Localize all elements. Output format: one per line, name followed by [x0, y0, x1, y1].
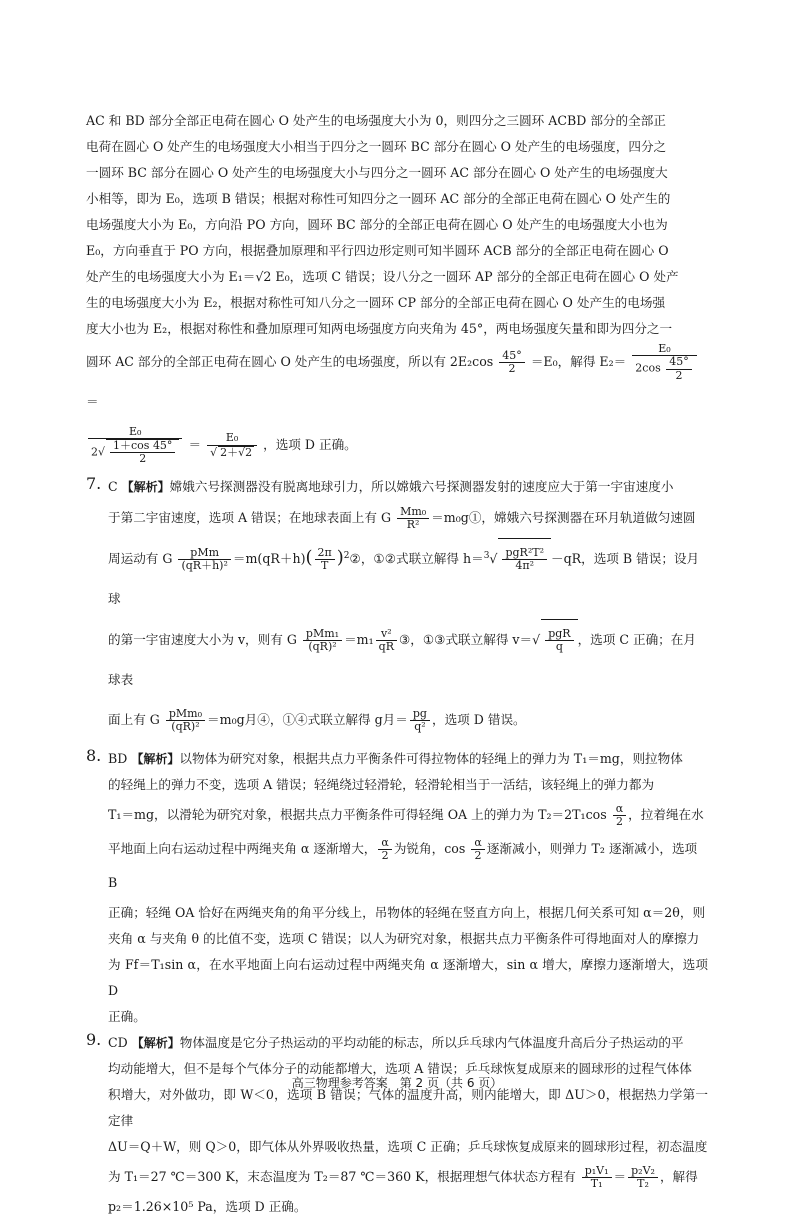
text-line: ΔU＝Q＋W，则 Q＞0，即气体从外界吸收热量，选项 C 正确；乒乓球恢复成原来的圆球形过程，初态温度 — [108, 1139, 708, 1155]
question-9 — [86, 1030, 708, 1220]
fraction: $\frac{\text{E₀}}{√ 2+√2}$ — [207, 432, 257, 458]
text-line: 小相等，即为 E₀，选项 B 错误；根据对称性可知四分之一圆环 AC 部分的全部正电荷在圆心 O 处产生的 — [86, 191, 671, 206]
text-segment: ＝ — [188, 437, 202, 452]
q6-continuation — [86, 108, 708, 468]
fraction: $\frac{2\pi}{T}$ — [315, 547, 335, 572]
fraction: $\frac{\text{pgR²T²}}{\text{4π²}}$ — [502, 547, 547, 572]
equation-line: T₁＝mg，以滑轮为研究对象，根据共点力平衡条件可得轻绳 OA 上的弹力为 T₂＝2T₁cos $\frac{\alpha}{2}$ ，拉着绳在水 — [108, 802, 704, 829]
text-segment: ＝E₀，解得 E₂＝ — [530, 354, 627, 369]
text-line: CD 【解析】物体温度是它分子热运动的平均动能的标志，所以乒乓球内气体温度升高后分子热运动的平 — [108, 1035, 684, 1051]
equation-line: 面上有 G $\frac{\text{pMm₀}}{\text{(qR)²}}$ ＝m₀g月④，①④式联立解得 g月＝ $\frac{pg}{\text{q²}}$ ，选项 D 错误。 — [108, 707, 526, 734]
text-line: 度大小也为 E₂，根据对称性和叠加原理可知两电场强度方向夹角为 45°，两电场强度矢量和即为四分之一 — [86, 321, 673, 336]
equation-line — [86, 342, 708, 422]
text-line: 的轻绳上的弹力不变，选项 A 错误；轻绳绕过轻滑轮，轻滑轮相当于一活结，该轻绳上的弹力都为 — [108, 777, 655, 793]
text-line: 为 Ff＝T₁sin α，在水平地面上向右运动过程中两绳夹角 α 逐渐增大，sin α 增大，摩擦力逐渐增大，选项 D — [108, 957, 708, 999]
equation-line: 周运动有 G $\frac{\text{pMm}}{\text{(qR＋h)²}}$ ＝m(qR＋h)( $\frac{2\pi}{T}$ )$^2$②，①②式联立解得 h＝$^3$√ $\frac{\text{pgR²T²}}{\text{4π²}}$ －qR，选项 B 错误；设月球 — [108, 536, 708, 619]
fraction: $\frac{\alpha}{2}$ — [378, 837, 391, 862]
analysis-tag: 【解析】 — [131, 752, 180, 767]
equation-line — [86, 422, 708, 468]
answer-page — [86, 108, 708, 1220]
text-line: 积增大，对外做功，即 W＜0，选项 B 错误；气体的温度升高，则内能增大，即 ΔU＞0，根据热力学第一定律 — [108, 1087, 708, 1129]
question-7 — [86, 474, 708, 740]
fraction: $\frac{\text{Mm₀}}{\text{R²}}$ — [397, 506, 429, 531]
answer-key: C — [108, 479, 118, 494]
fraction: $\frac{\text{p₁V₁}}{\text{T₁}}$ — [582, 1165, 612, 1190]
text-segment: 圆环 AC 部分的全部正电荷在圆心 O 处产生的电场强度，所以有 2E₂cos — [86, 354, 494, 369]
text-line: 夹角 α 与夹角 θ 的比值不变，选项 C 错误；以人为研究对象，根据共点力平衡条件可得地面对人的摩擦力 — [108, 931, 700, 947]
text-line: BD 【解析】以物体为研究对象，根据共点力平衡条件可得拉物体的轻绳上的弹力为 T₁＝mg，则拉物体 — [108, 751, 683, 767]
answer-key: CD — [108, 1035, 128, 1051]
text-line: p₂＝1.26×10⁵ Pa，选项 D 正确。 — [108, 1199, 307, 1215]
text-line: 电场强度大小为 E₀，方向沿 PO 方向，圆环 BC 部分的全部正电荷在圆心 O 处产生的电场强度大小也为 — [86, 217, 668, 232]
question-number: 9. — [86, 1030, 102, 1050]
question-number: 7. — [86, 474, 102, 493]
fraction: $\frac{\alpha}{2}$ — [471, 837, 484, 862]
equation-line: 平地面上向右运动过程中两绳夹角 α 逐渐增大， $\frac{\alpha}{2}$ 为锐角，cos $\frac{\alpha}{2}$ 逐渐减小，则弹力 T₂ 逐渐减小，选项 B — [108, 836, 698, 891]
equation-line: 为 T₁＝27 ℃＝300 K，末态温度为 T₂＝87 ℃＝360 K，根据理想气体状态方程有 $\frac{\text{p₁V₁}}{\text{T₁}}$ ＝ $\frac{\text{p₂V₂}}{\text{T₂}}$ ，解得 — [108, 1164, 698, 1191]
text-line: 均动能增大，但不是每个气体分子的动能都增大，选项 A 错误；乒乓球恢复成原来的圆球形的过程气体体 — [108, 1061, 692, 1077]
fraction: $\frac{\text{pMm}}{\text{(qR＋h)²}}$ — [178, 547, 230, 572]
text-line: 正确。 — [108, 1009, 146, 1025]
fraction: $\frac{\text{v²}}{qR}$ — [376, 628, 397, 653]
text-line: 电荷在圆心 O 处产生的电场强度大小相当于四分之一圆环 BC 部分在圆心 O 处产生的电场强度，四分之 — [86, 139, 667, 154]
analysis-tag: 【解析】 — [131, 1036, 180, 1051]
fraction: $\frac{45^\circ}{2}$ — [499, 350, 525, 375]
text-line: 一圆环 BC 部分在圆心 O 处产生的电场强度大小与四分之一圆环 AC 部分在圆心 O 处产生的电场强度大 — [86, 165, 668, 180]
page-footer: 高三物理参考答案 第 2 页（共 6 页） — [291, 1076, 503, 1090]
text-line: 正确；轻绳 OA 恰好在两绳夹角的角平分线上，吊物体的轻绳在竖直方向上，根据几何关系可知 α＝2θ，则 — [108, 905, 706, 921]
equation-line: 的第一宇宙速度大小为 v，则有 G $\frac{\text{pMm₁}}{\text{(qR)²}}$ ＝m₁ $\frac{\text{v²}}{qR}$ ③，①③式联立解得 v＝√ $\frac{\text{pgR}}{q}$ ，选项 C 正确；在月球表 — [108, 619, 708, 700]
fraction: E₀ 2cos $\frac{45^\circ}{2}$ — [632, 343, 696, 381]
text-line: E₀，方向垂直于 PO 方向，根据叠加原理和平行四边形定则可知半圆环 ACB 部分的全部正电荷在圆心 O — [86, 243, 669, 258]
question-number: 8. — [86, 746, 102, 766]
fraction: $\frac{\text{pMm₁}}{\text{(qR)²}}$ — [303, 628, 342, 653]
text-line: C 【解析】嫦娥六号探测器没有脱离地球引力，所以嫦娥六号探测器发射的速度应大于第一宇宙速度小 — [108, 479, 674, 494]
text-line: AC 和 BD 部分全部正电荷在圆心 O 处产生的电场强度大小为 0，则四分之三圆环 ACBD 部分的全部正 — [86, 113, 666, 128]
fraction: $\frac{\alpha}{2}$ — [613, 803, 626, 828]
text-segment: ＝ — [86, 394, 99, 409]
question-8 — [86, 746, 708, 1030]
text-line: 生的电场强度大小为 E₂，根据对称性可知八分之一圆环 CP 部分的全部正电荷在圆心 O 处产生的电场强 — [86, 295, 666, 310]
answer-key: BD — [108, 751, 128, 767]
fraction: $\frac{\text{pMm₀}}{\text{(qR)²}}$ — [166, 708, 205, 733]
fraction: $\frac{\text{pgR}}{q}$ — [545, 628, 573, 653]
fraction: E₀ 2√ $\frac{1+\cos 45^\circ}{2}$ — [88, 426, 182, 465]
fraction: $\frac{pg}{\text{q²}}$ — [410, 708, 430, 733]
text-segment: ，选项 D 正确。 — [263, 437, 357, 452]
text-line: 处产生的电场强度大小为 E₁＝√2 E₀，选项 C 错误；设八分之一圆环 AP 部分的全部正电荷在圆心 O 处产 — [86, 269, 679, 284]
analysis-tag: 【解析】 — [121, 480, 170, 494]
equation-line: 于第二宇宙速度，选项 A 错误；在地球表面上有 G $\frac{\text{Mm₀}}{\text{R²}}$ ＝m₀g①，嫦娥六号探测器在环月轨道做匀速圆 — [108, 504, 696, 531]
fraction: $\frac{\text{p₂V₂}}{\text{T₂}}$ — [628, 1165, 658, 1190]
